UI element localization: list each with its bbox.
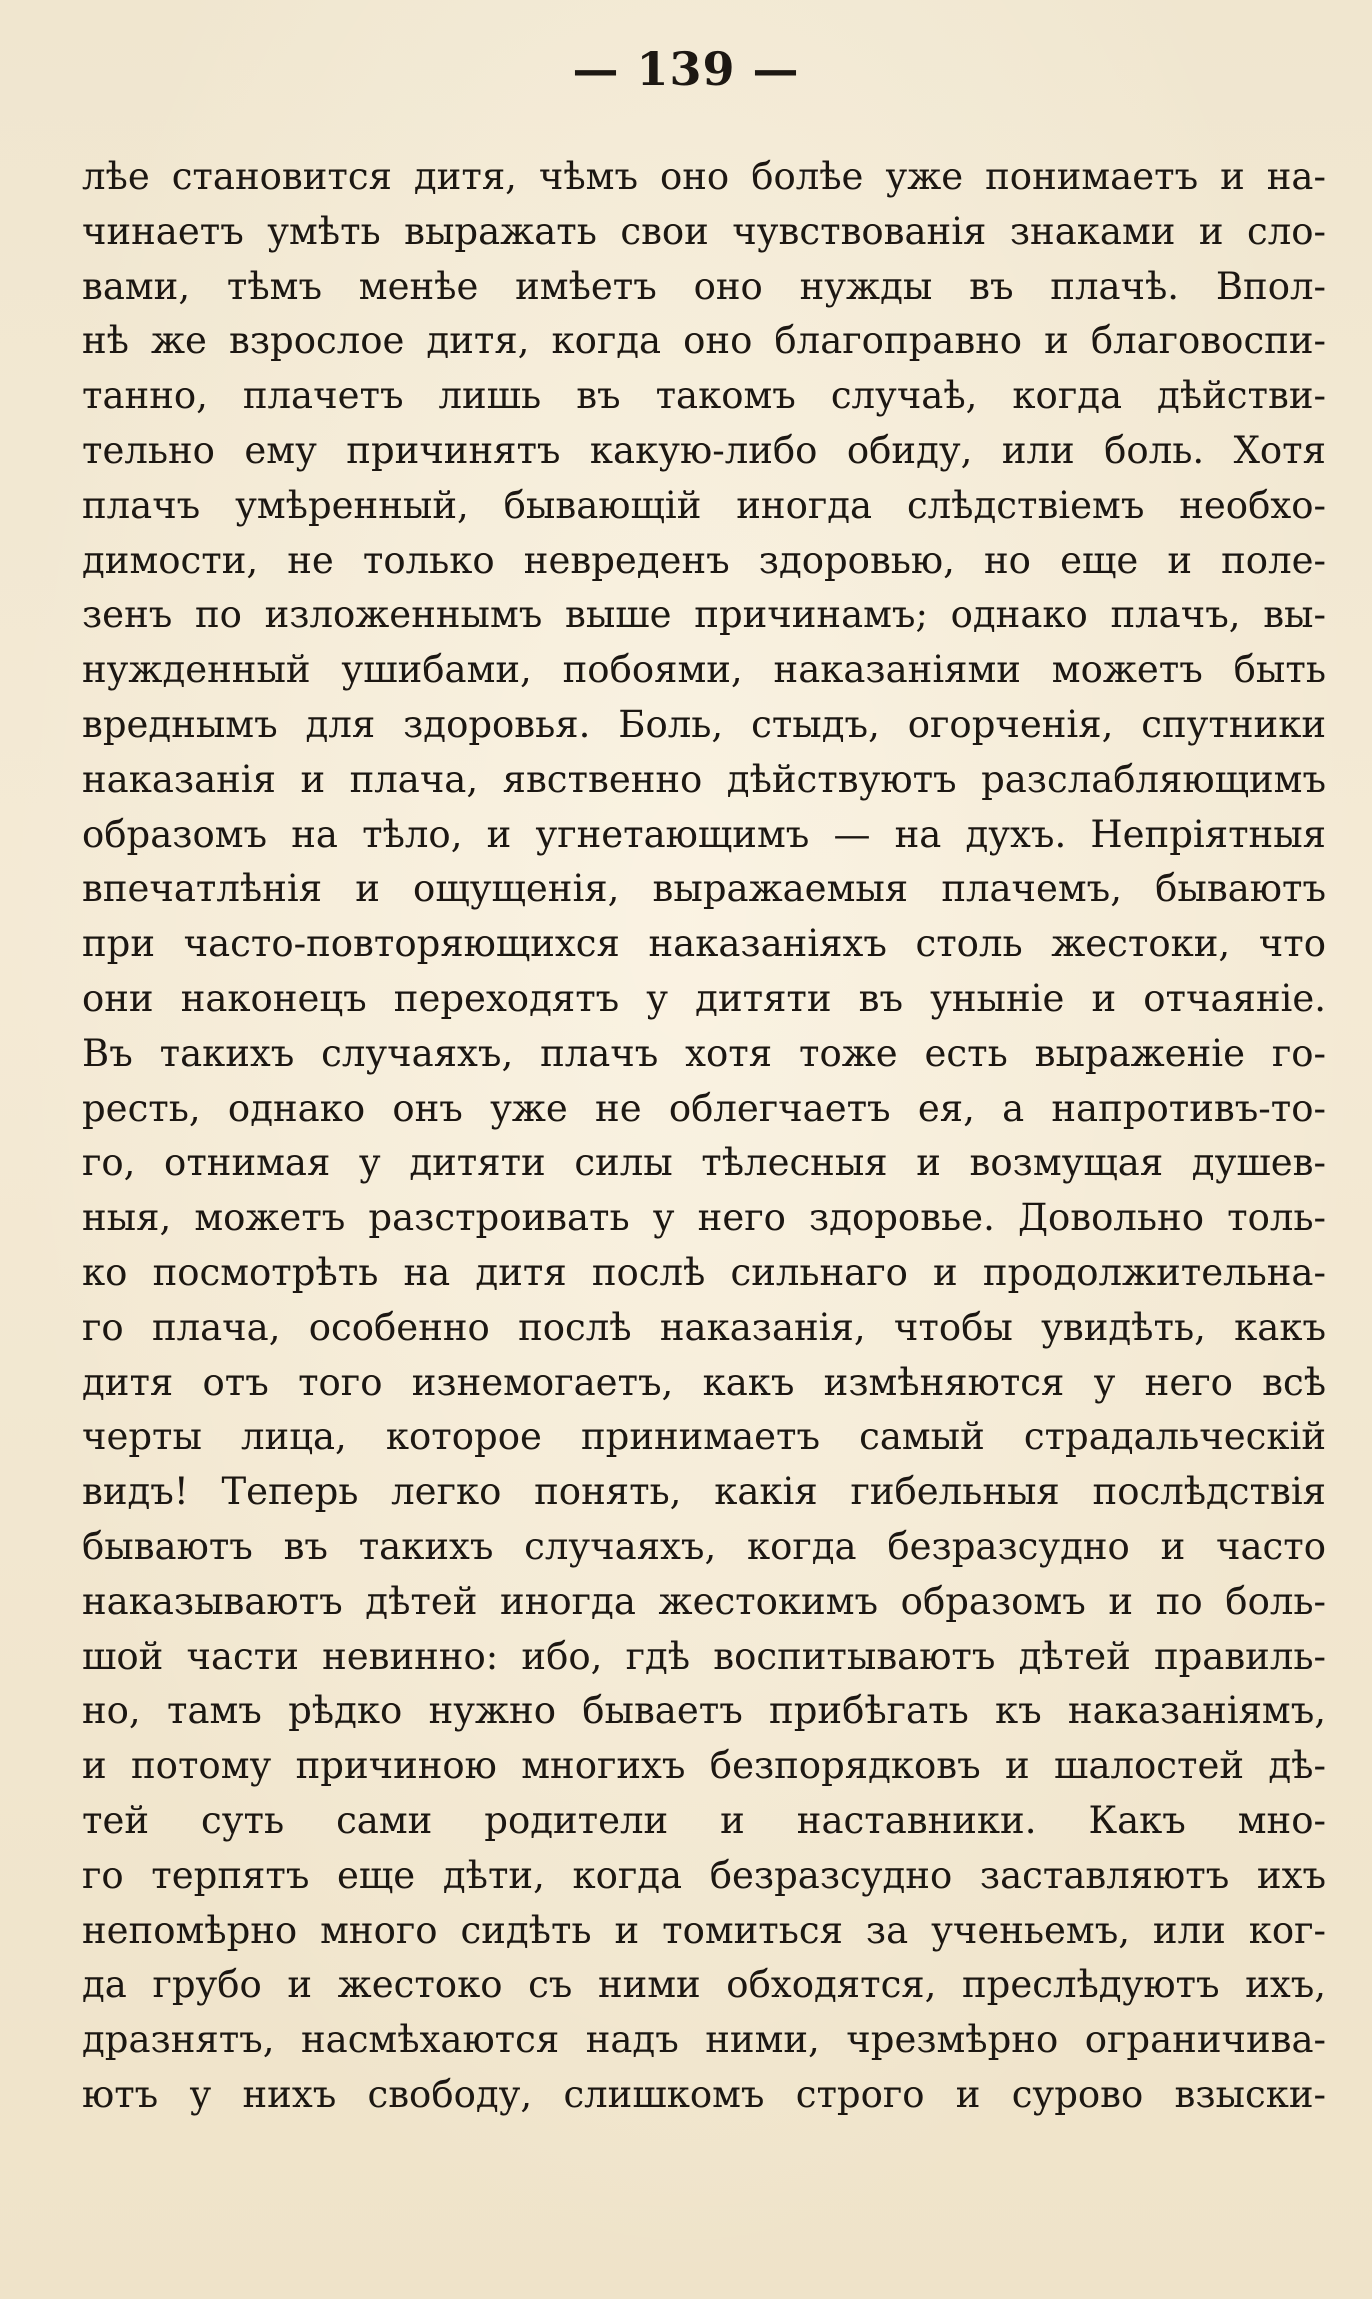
text-line: плачъ умѣренный, бывающій иногда слѣдствіемъ необхо- — [82, 483, 1326, 527]
text-line: тельно ему причинятъ какую-либо обиду, или боль. Хотя — [82, 428, 1326, 472]
text-line: при часто-повторяющихся наказаніяхъ столь жестоки, что — [82, 922, 1326, 966]
text-line: они наконецъ переходятъ у дитяти въ уныніе и отчаяніе. — [82, 976, 1326, 1020]
text-line: лѣе становится дитя, чѣмъ оно болѣе уже понимаетъ и на- — [82, 155, 1326, 198]
text-line: образомъ на тѣло, и угнетающимъ — на духъ. Непріятныя — [82, 812, 1326, 856]
text-line: впечатлѣнія и ощущенія, выражаемыя плачемъ, бываютъ — [82, 867, 1326, 911]
text-line: видъ! Теперь легко понять, какія гибельныя послѣдствія — [82, 1470, 1326, 1514]
text-line: да грубо и жестоко съ ними обходятся, преслѣдуютъ ихъ, — [82, 1963, 1326, 2007]
text-line: нужденный ушибами, побоями, наказаніями можетъ быть — [82, 648, 1326, 692]
body-text — [82, 150, 1326, 2123]
text-line: го терпятъ еще дѣти, когда безразсудно заставляютъ ихъ — [82, 1853, 1326, 1897]
text-line: и потому причиною многихъ безпорядковъ и шалостей дѣ- — [82, 1744, 1326, 1788]
text-line: ныя, можетъ разстроивать у него здоровье. Довольно толь- — [82, 1196, 1326, 1240]
text-line: непомѣрно много сидѣть и томиться за ученьемъ, или ког- — [82, 1908, 1326, 1952]
text-line: шой части невинно: ибо, гдѣ воспитываютъ дѣтей правиль- — [82, 1634, 1326, 1678]
text-line: танно, плачетъ лишь въ такомъ случаѣ, когда дѣйстви- — [82, 374, 1326, 418]
text-line: го плача, особенно послѣ наказанія, чтобы увидѣть, какъ — [82, 1305, 1326, 1349]
text-line: чинаетъ умѣть выражать свои чувствованія знаками и сло- — [82, 209, 1326, 253]
text-line: го, отнимая у дитяти силы тѣлесныя и возмущая душев- — [82, 1141, 1326, 1185]
text-line: ресть, однако онъ уже не облегчаетъ ея, а напротивъ-то- — [82, 1086, 1326, 1130]
text-line: зенъ по изложеннымъ выше причинамъ; однако плачъ, вы- — [82, 593, 1326, 637]
text-line: тей суть сами родители и наставники. Какъ мно- — [82, 1798, 1326, 1842]
text-line: но, тамъ рѣдко нужно бываетъ прибѣгать къ наказаніямъ, — [82, 1689, 1326, 1733]
text-line: нѣ же взрослое дитя, когда оно благоправно и благовоспи- — [82, 319, 1326, 363]
text-line: вреднымъ для здоровья. Боль, стыдъ, огорченія, спутники — [82, 702, 1326, 746]
text-line: наказанія и плача, явственно дѣйствуютъ разслабляющимъ — [82, 757, 1326, 801]
page-number: — 139 — — [572, 42, 800, 96]
text-line: Въ такихъ случаяхъ, плачъ хотя тоже есть выраженіе го- — [82, 1031, 1326, 1075]
text-line: дитя отъ того изнемогаетъ, какъ измѣняются у него всѣ — [82, 1360, 1326, 1404]
text-line: наказываютъ дѣтей иногда жестокимъ образомъ и по боль- — [82, 1579, 1326, 1623]
text-line: дразнятъ, насмѣхаются надъ ними, чрезмѣрно ограничива- — [82, 2018, 1326, 2062]
text-line: бываютъ въ такихъ случаяхъ, когда безразсудно и часто — [82, 1524, 1326, 1568]
text-line: вами, тѣмъ менѣе имѣетъ оно нужды въ плачѣ. Впол- — [82, 264, 1326, 308]
text-line: черты лица, которое принимаетъ самый страдальческій — [82, 1415, 1326, 1459]
text-line: ко посмотрѣть на дитя послѣ сильнаго и продолжительна- — [82, 1250, 1326, 1294]
text-line: ютъ у нихъ свободу, слишкомъ строго и сурово взыски- — [82, 2072, 1326, 2116]
text-line: димости, не только невреденъ здоровью, но еще и поле- — [82, 538, 1326, 582]
